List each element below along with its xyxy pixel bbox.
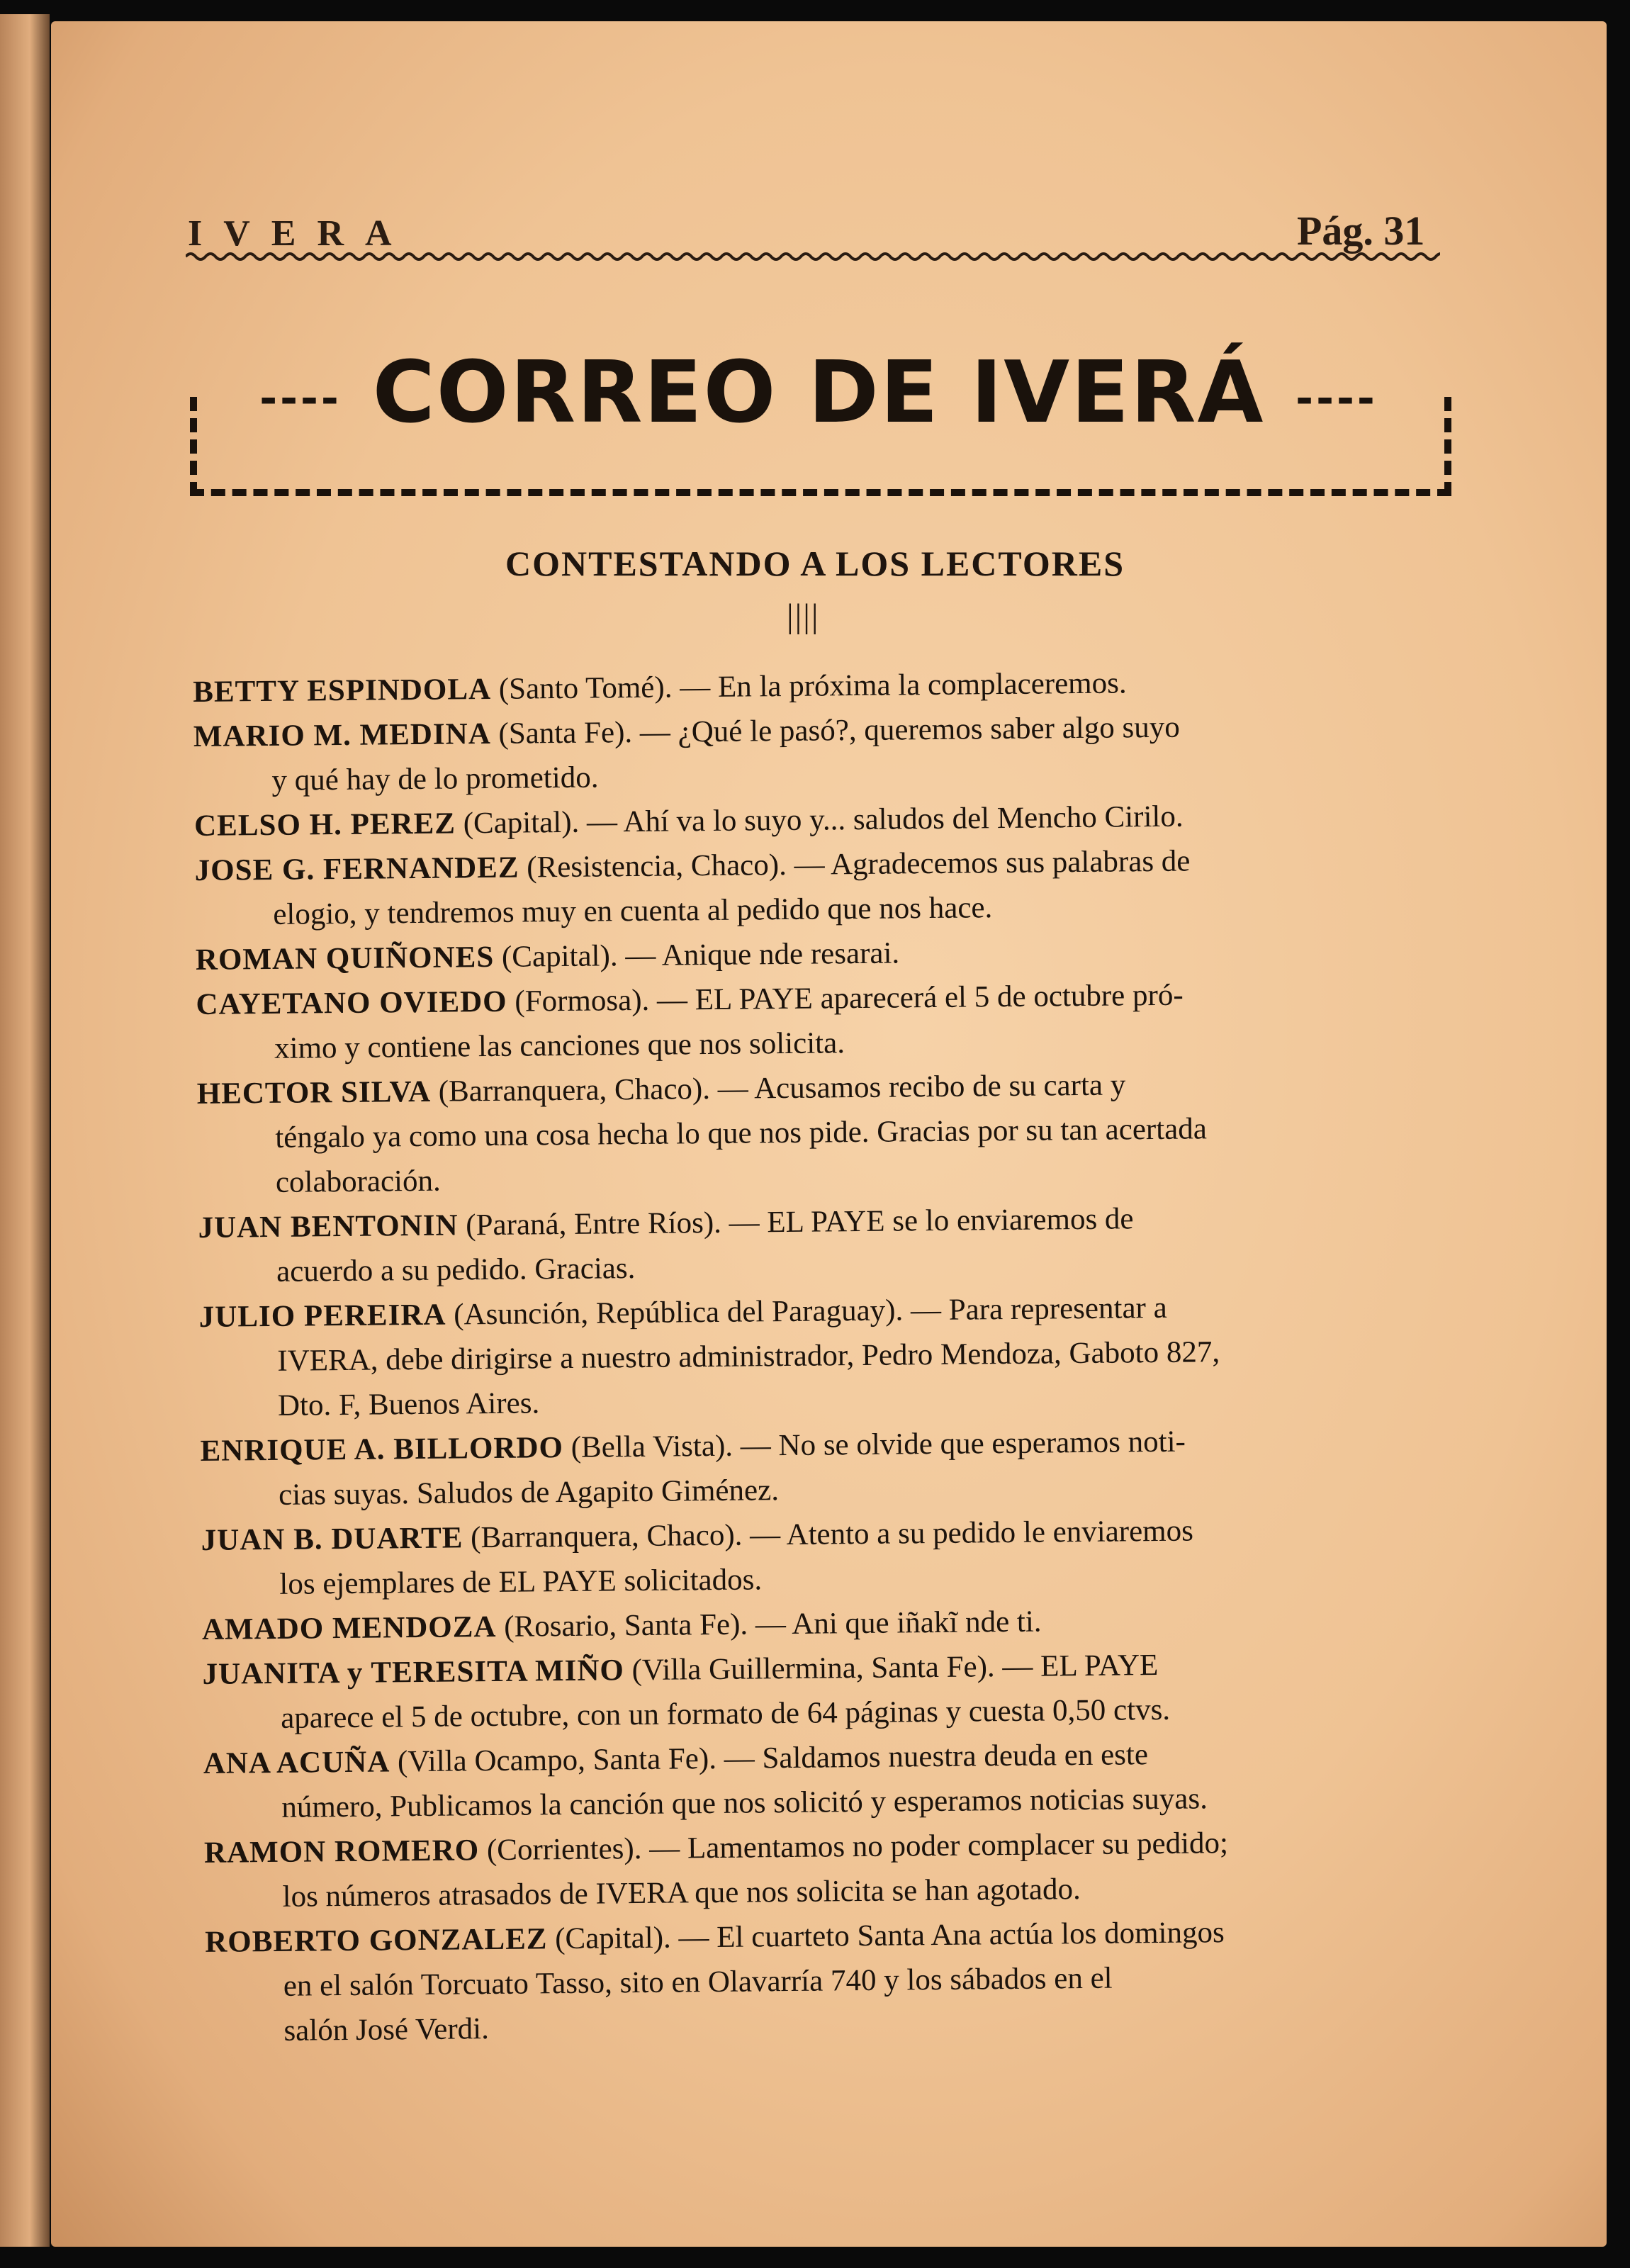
reply-continuation-line: los números atrasados de IVERA que nos solicita se han agotado. <box>282 1873 1081 1914</box>
reply-continuation-line: ximo y contiene las canciones que nos solicita. <box>274 1026 845 1065</box>
reader-name: ENRIQUE A. BILLORDO <box>200 1431 564 1468</box>
reply-continuation-line: elogio, y tendremos muy en cuenta al pedido que nos hace. <box>273 891 993 931</box>
reply-entry <box>198 1194 1453 1295</box>
title-dash-right: ---- <box>1295 374 1378 424</box>
reply-continuation-line: salón José Verdi. <box>283 2012 490 2048</box>
reply-continuation-line: número, Publicamos la canción que nos solicitó y esperamos noticias suyas. <box>281 1782 1208 1824</box>
reply-text: (Paraná, Entre Ríos). — EL PAYE se lo enviaremos de <box>458 1202 1134 1242</box>
reply-text: (Capital). — Ahí va lo suyo y... saludos del Mencho Cirilo. <box>455 799 1184 841</box>
reply-text: (Villa Guillermina, Santa Fe). — EL PAYE <box>624 1648 1159 1688</box>
reply-entry <box>200 1417 1455 1518</box>
reply-continuation-line: Dto. F, Buenos Aires. <box>277 1386 540 1422</box>
reply-text: (Santa Fe). — ¿Qué le pasó?, queremos saber algo suyo <box>490 710 1180 751</box>
reply-continuation-line: los ejemplares de EL PAYE solicitados. <box>279 1563 763 1601</box>
reader-name: BETTY ESPINDOLA <box>193 672 492 709</box>
wavy-rule <box>186 249 1440 264</box>
reply-text: (Asunción, República del Paraguay). — Para representar a <box>446 1291 1167 1332</box>
reader-name: RAMON ROMERO <box>203 1834 480 1870</box>
reply-text: (Resistencia, Chaco). — Agradecemos sus palabras de <box>519 844 1191 885</box>
reply-continuation-line: colaboración. <box>275 1164 441 1199</box>
reply-entry <box>198 1283 1454 1429</box>
reply-text: (Barranquera, Chaco). — Acusamos recibo de su carta y <box>430 1068 1126 1108</box>
reader-name: ANA ACUÑA <box>203 1745 390 1780</box>
reply-continuation-line: IVERA, debe dirigirse a nuestro administrador, Pedro Mendoza, Gaboto 827, <box>277 1335 1220 1378</box>
subtitle: CONTESTANDO A LOS LECTORES <box>505 544 1125 583</box>
reply-text: (Capital). — Anique nde resarai. <box>494 936 900 974</box>
reply-continuation-line: acuerdo a su pedido. Gracias. <box>276 1252 636 1289</box>
reply-entry <box>196 970 1451 1072</box>
reply-entry <box>205 1908 1461 2054</box>
previous-page-edge <box>0 14 50 2247</box>
reader-name: CELSO H. PEREZ <box>193 807 456 843</box>
reply-entry <box>204 1819 1459 1920</box>
reader-name: MARIO M. MEDINA <box>193 717 491 753</box>
title-dash-left: ---- <box>259 374 342 424</box>
reply-text: (Corrientes). — Lamentamos no poder complacer su pedido; <box>479 1826 1229 1868</box>
reply-entry <box>196 1060 1452 1206</box>
section-title-text: CORREO DE IVERÁ <box>372 344 1265 442</box>
reader-name: JOSE G. FERNANDEZ <box>194 850 519 887</box>
reply-continuation-line: y qué hay de lo prometido. <box>271 760 599 797</box>
reply-text: (Bella Vista). — No se olvide que esperamos noti- <box>563 1425 1186 1465</box>
reply-continuation-line: aparece el 5 de octubre, con un formato de 64 páginas y cuesta 0,50 ctvs. <box>280 1692 1171 1735</box>
reply-text: (Barranquera, Chaco). — Atento a su pedido le enviaremos <box>463 1514 1194 1555</box>
reply-entry <box>193 702 1449 804</box>
reply-text: (Santo Tomé). — En la próxima la complaceremos. <box>490 666 1127 706</box>
reader-name: JUAN BENTONIN <box>198 1208 459 1245</box>
reply-continuation-line: cias suyas. Saludos de Agapito Giménez. <box>278 1473 780 1512</box>
reply-continuation-line: téngalo ya como una cosa hecha lo que nos pide. Gracias por su tan acertada <box>275 1112 1208 1155</box>
reply-entry <box>194 836 1449 938</box>
reply-continuation-line: en el salón Torcuato Tasso, sito en Olavarría 740 y los sábados en el <box>283 1961 1113 2003</box>
reader-name: JULIO PEREIRA <box>198 1298 446 1334</box>
reply-entry <box>202 1640 1457 1741</box>
reader-replies-list <box>193 658 1461 2054</box>
magazine-name: IVERA <box>188 213 413 254</box>
reply-text: (Capital). — El cuarteto Santa Ana actúa los domingos <box>547 1916 1225 1956</box>
reader-name: ROMAN QUIÑONES <box>195 940 495 977</box>
reader-name: ROBERTO GONZALEZ <box>205 1922 548 1959</box>
section-title <box>170 340 1467 447</box>
reply-text: (Villa Ocampo, Santa Fe). — Saldamos nuestra deuda en este <box>390 1738 1149 1779</box>
reader-name: JUAN B. DUARTE <box>201 1521 463 1557</box>
reply-entry <box>201 1506 1456 1607</box>
reply-entry <box>203 1729 1458 1831</box>
divider-ornament: |||| <box>787 597 820 635</box>
reader-name: HECTOR SILVA <box>196 1074 432 1111</box>
reply-text: (Formosa). — EL PAYE aparecerá el 5 de octubre pró- <box>507 978 1184 1018</box>
reader-name: AMADO MENDOZA <box>201 1610 497 1646</box>
reader-name: CAYETANO OVIEDO <box>196 984 507 1021</box>
reply-text: (Rosario, Santa Fe). — Ani que iñakĩ nde ti. <box>496 1605 1042 1644</box>
page-number: Pág. 31 <box>1297 208 1425 254</box>
reader-name: JUANITA y TERESITA MIÑO <box>202 1654 625 1691</box>
